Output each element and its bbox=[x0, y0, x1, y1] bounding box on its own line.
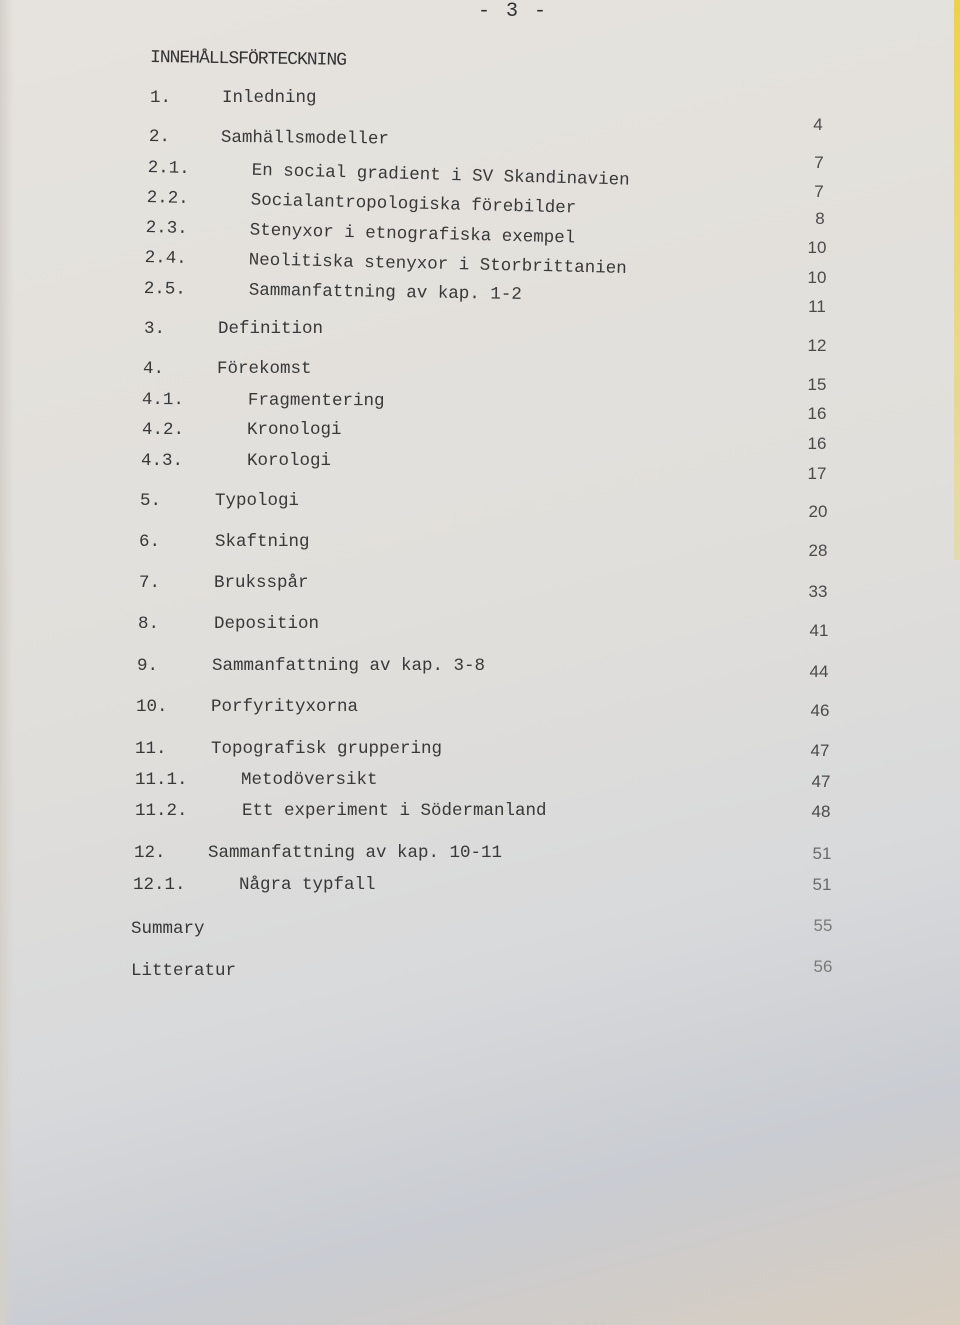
entry-number: 2.4. bbox=[144, 248, 188, 269]
entry-title: Inledning bbox=[222, 88, 317, 108]
entry-number: 2.1. bbox=[147, 158, 191, 180]
page-ref: 56 bbox=[813, 957, 833, 976]
entry-title: Metodöversikt bbox=[241, 770, 378, 790]
entry-number: 9. bbox=[137, 656, 159, 676]
entry-title: Neolitiska stenyxor i Storbrittanien bbox=[248, 250, 627, 279]
page-ref: 4 bbox=[813, 115, 823, 134]
entry-number: 11.1. bbox=[135, 770, 188, 790]
page-ref: 51 bbox=[812, 875, 832, 894]
entry-title: Samhällsmodeller bbox=[220, 127, 390, 150]
entry-number: 7. bbox=[139, 573, 161, 593]
entry-title: Definition bbox=[218, 319, 324, 339]
entry-title: Bruksspår bbox=[214, 573, 309, 593]
entry-number: 8. bbox=[138, 614, 160, 634]
entry-title: En social gradient i SV Skandinavien bbox=[251, 160, 630, 191]
entry-number: 3. bbox=[144, 319, 166, 339]
page-number: - 3 - bbox=[478, 0, 549, 23]
page-ref: 17 bbox=[807, 464, 827, 483]
page-ref: 20 bbox=[808, 502, 828, 521]
entry-title: Typologi bbox=[215, 491, 300, 511]
page-ref: 8 bbox=[815, 209, 825, 228]
entry-number: 2.2. bbox=[146, 188, 190, 210]
page-ref: 7 bbox=[814, 182, 824, 201]
page-ref: 51 bbox=[812, 844, 832, 863]
entry-title: Förekomst bbox=[217, 359, 312, 379]
entry-title: Sammanfattning av kap. 10-11 bbox=[208, 843, 503, 863]
page-ref: 7 bbox=[814, 153, 824, 172]
entry-number: 12.1. bbox=[133, 875, 186, 895]
entry-title: Stenyxor i etnografiska exempel bbox=[249, 220, 576, 249]
entry-number: 2.3. bbox=[145, 218, 189, 240]
page-ref: 11 bbox=[808, 297, 826, 316]
entry-title: Fragmentering bbox=[247, 390, 385, 412]
entry-number: 6. bbox=[139, 532, 161, 552]
entry-number: 4.1. bbox=[141, 390, 185, 411]
entry-number: 12. bbox=[134, 843, 166, 863]
entry-number: 4.3. bbox=[141, 451, 184, 471]
page-ref: 15 bbox=[807, 375, 827, 394]
page-ref: 10 bbox=[807, 268, 827, 287]
entry-number: 1. bbox=[150, 88, 172, 108]
page-ref: 12 bbox=[807, 336, 827, 355]
toc-title: INNEHÅLLSFÖRTECKNING bbox=[149, 48, 347, 71]
entry-title: Summary bbox=[131, 919, 205, 939]
page-ref: 55 bbox=[813, 916, 833, 935]
entry-number: 11.2. bbox=[135, 801, 188, 821]
entry-title: Socialantropologiska förebilder bbox=[250, 190, 577, 219]
entry-title: Korologi bbox=[247, 451, 332, 471]
page-ref: 10 bbox=[807, 238, 827, 257]
page-ref: 48 bbox=[811, 802, 831, 821]
page-ref: 47 bbox=[811, 772, 831, 791]
entry-title: Sammanfattning av kap. 3-8 bbox=[212, 656, 486, 676]
entry-number: 5. bbox=[140, 491, 162, 511]
yellow-edge-strip bbox=[954, 0, 960, 560]
entry-number: 4.2. bbox=[142, 420, 185, 440]
entry-title: Porfyrityxorna bbox=[211, 697, 359, 717]
entry-title: Ett experiment i Södermanland bbox=[242, 801, 547, 821]
page-ref: 28 bbox=[808, 541, 828, 560]
page-ref: 33 bbox=[808, 582, 828, 601]
entry-title: Topografisk gruppering bbox=[211, 739, 443, 759]
page-ref: 41 bbox=[809, 621, 829, 640]
page-ref: 47 bbox=[810, 741, 830, 760]
entry-title: Deposition bbox=[214, 614, 320, 634]
entry-number: 2.5. bbox=[143, 279, 187, 300]
entry-number: 11. bbox=[135, 739, 167, 759]
page-ref: 16 bbox=[807, 434, 827, 453]
page-ref: 44 bbox=[809, 662, 829, 681]
entry-number: 10. bbox=[136, 697, 168, 717]
entry-title: Skaftning bbox=[215, 532, 310, 552]
entry-title: Några typfall bbox=[239, 875, 376, 895]
paper-edge-shadow bbox=[0, 0, 14, 1325]
page-ref: 16 bbox=[807, 404, 827, 423]
entry-title: Sammanfattning av kap. 1-2 bbox=[248, 280, 523, 305]
entry-title: Litteratur bbox=[131, 961, 237, 981]
page-ref: 46 bbox=[810, 701, 830, 720]
entry-number: 2. bbox=[148, 127, 171, 148]
entry-title: Kronologi bbox=[247, 420, 342, 440]
entry-number: 4. bbox=[143, 359, 165, 379]
